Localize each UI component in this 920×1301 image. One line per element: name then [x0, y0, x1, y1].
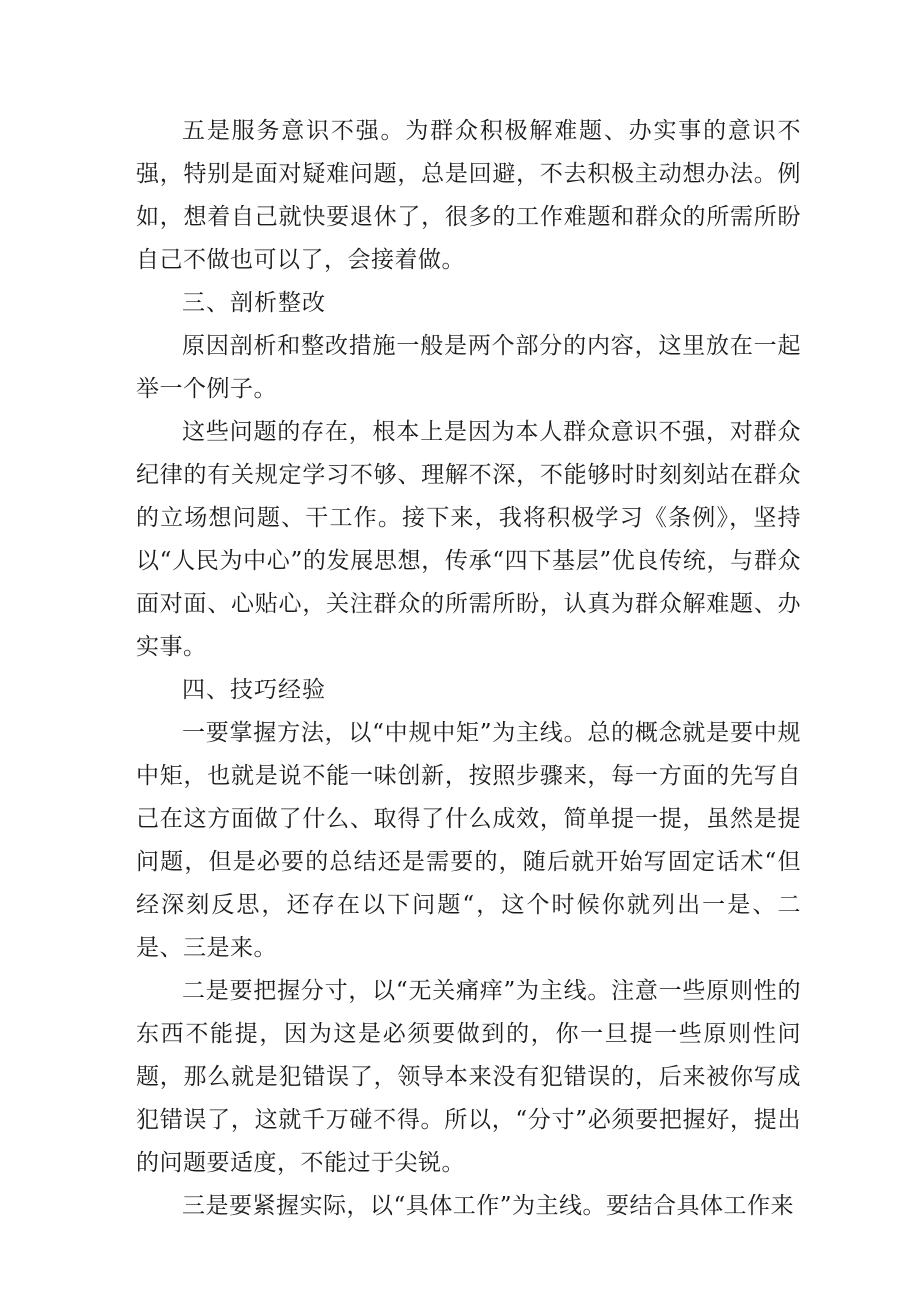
- paragraph-tip-method: 一要掌握方法，以“中规中矩”为主线。总的概念就是要中规中矩，也就是说不能一味创新，按照步骤来，每一方面的先写自己在这方面做了什么、取得了什么成效，简单提一提，虽然是提问题，但是必要的总结还是需要的，随后就开始写固定话术“但经深刻反思，还存在以下问题“，这个时候你就列出一是、二是、三是来。: [136, 720, 801, 961]
- paragraph-tip-practical: 三是要紧握实际，以“具体工作”为主线。要结合具体工作来: [182, 1193, 795, 1219]
- paragraph-tip-measure: 二是要把握分寸，以“无关痛痒”为主线。注意一些原则性的东西不能提，因为这是必须要做到的，你一旦提一些原则性问题，那么就是犯错误了，领导本来没有犯错误的，后来被你写成犯错误了，这就千万碰不得。所以，“分寸”必须要把握好，提出的问题要适度，不能过于尖锐。: [136, 978, 801, 1176]
- paragraph-analysis-intro: 原因剖析和整改措施一般是两个部分的内容，这里放在一起举一个例子。: [136, 333, 801, 402]
- paragraph-problem-causes: 这些问题的存在，根本上是因为本人群众意识不强，对群众纪律的有关规定学习不够、理解不深，不能够时时刻刻站在群众的立场想问题、干工作。接下来，我将积极学习《条例》，坚持以“人民为中心”的发展思想，传承“四下基层”优良传统，与群众面对面、心贴心，关注群众的所需所盼，认真为群众解难题、办实事。: [136, 419, 801, 660]
- section-heading-analysis-rectification: 三、剖析整改: [182, 290, 326, 316]
- section-heading-tips-experience: 四、技巧经验: [182, 677, 326, 703]
- paragraph-service-awareness: 五是服务意识不强。为群众积极解难题、办实事的意识不强，特别是面对疑难问题，总是回避，不去积极主动想办法。例如，想着自己就快要退休了，很多的工作难题和群众的所需所盼自己不做也可以了，会接着做。: [136, 118, 801, 273]
- document-body: [136, 110, 801, 1228]
